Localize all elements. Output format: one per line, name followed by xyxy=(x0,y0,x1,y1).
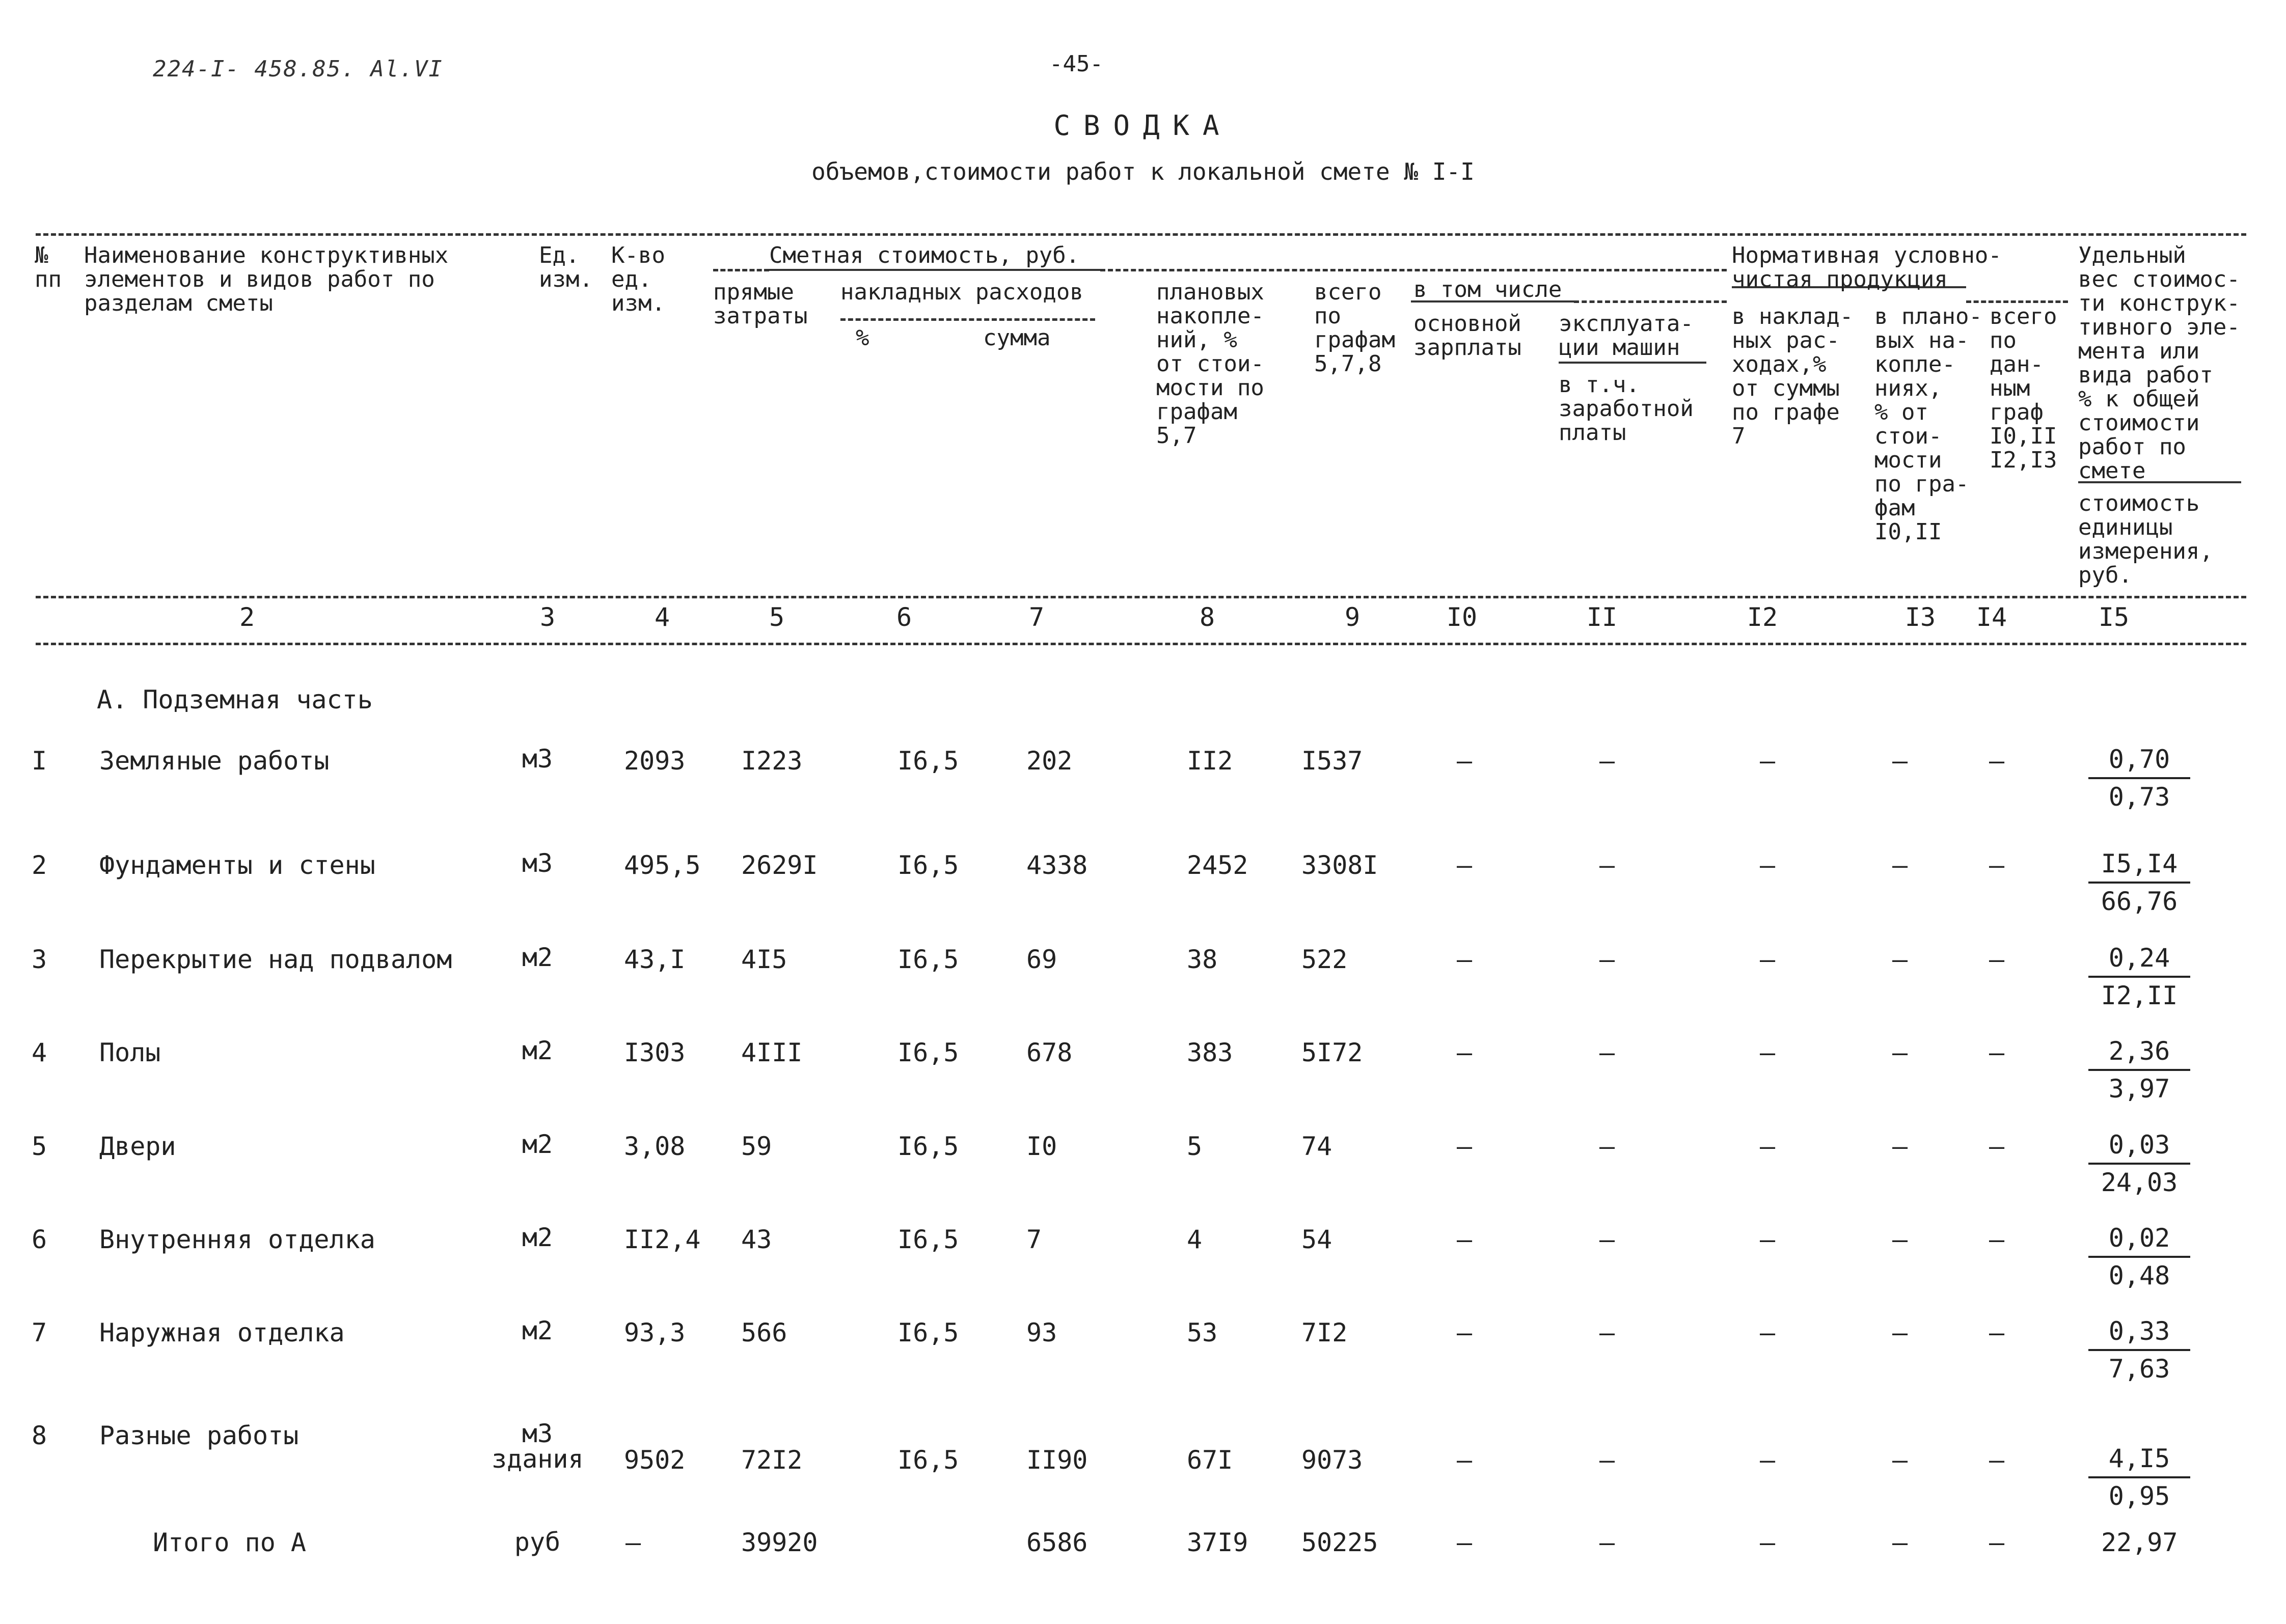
unit-cost: 3,97 xyxy=(2108,1074,2170,1104)
col11-value: – xyxy=(1599,1132,1615,1161)
overhead-sum: 4338 xyxy=(1026,850,1088,880)
planned-savings: 53 xyxy=(1187,1318,1218,1347)
total-cost: 522 xyxy=(1301,945,1348,974)
header-col15-bottom: стоимость единицы измерения, руб. xyxy=(2078,490,2213,588)
overhead-sum: 202 xyxy=(1026,746,1073,776)
direct-costs: 43 xyxy=(741,1225,772,1254)
col13-value: – xyxy=(1892,1318,1908,1347)
unit-cost: 7,63 xyxy=(2108,1354,2170,1384)
share-percent: 0,33 xyxy=(2088,1314,2190,1351)
row-number: 3 xyxy=(32,945,47,974)
work-name: Внутренняя отделка xyxy=(99,1225,375,1254)
col14-value: – xyxy=(1989,1318,2005,1347)
total-cost: 9073 xyxy=(1301,1445,1363,1475)
column-number: 2 xyxy=(239,602,255,632)
col10-value: – xyxy=(1456,746,1473,776)
row-number: 6 xyxy=(32,1225,47,1254)
column-number: I2 xyxy=(1747,602,1778,632)
share-fraction xyxy=(2088,847,2190,918)
col14-value: – xyxy=(1989,945,2005,974)
column-number: I4 xyxy=(1976,602,2007,632)
group-cost-rule-right xyxy=(1100,269,1727,271)
column-number: 6 xyxy=(896,602,912,632)
quantity: 2093 xyxy=(624,746,686,776)
unit-cost: 0,73 xyxy=(2108,782,2170,812)
col10-value: – xyxy=(1456,1038,1473,1067)
row-number: 4 xyxy=(32,1038,47,1067)
header-group-cost: Сметная стоимость, руб. xyxy=(769,242,1080,268)
planned-savings: 67I xyxy=(1187,1445,1233,1475)
colnum-bottom-rule xyxy=(36,643,2246,645)
header-col12: в наклад- ных рас- ходах,% от суммы по графе 7 xyxy=(1732,304,1854,449)
col14-value: – xyxy=(1989,1038,2005,1067)
col10-value: – xyxy=(1456,1225,1473,1254)
planned-savings: 383 xyxy=(1187,1038,1233,1067)
row-number: I xyxy=(32,746,47,776)
share-percent: 22,97 xyxy=(2101,1528,2178,1557)
share-fraction xyxy=(2088,1221,2190,1292)
overhead-sum: I0 xyxy=(1026,1132,1057,1161)
planned-savings: 4 xyxy=(1187,1225,1203,1254)
col12-value: – xyxy=(1759,746,1776,776)
col13-value: – xyxy=(1892,1132,1908,1161)
col11-value: – xyxy=(1599,945,1615,974)
column-number: 8 xyxy=(1199,602,1215,632)
header-col3: Ед. изм. xyxy=(539,242,593,292)
overhead-percent: I6,5 xyxy=(897,1225,959,1254)
col14-value: – xyxy=(1989,850,2005,880)
col11-value: – xyxy=(1599,1318,1615,1347)
unit-cost: I2,II xyxy=(2101,981,2178,1010)
column-number: 7 xyxy=(1028,602,1045,632)
total-cost: 7I2 xyxy=(1301,1318,1348,1347)
table-top-rule xyxy=(36,233,2246,236)
column-number: 3 xyxy=(539,602,556,632)
col10-value: – xyxy=(1456,1132,1473,1161)
unit: м3 здания xyxy=(492,1419,584,1474)
direct-costs: 4III xyxy=(741,1038,803,1067)
overhead-sum: 678 xyxy=(1026,1038,1073,1067)
header-col4: К-во ед. изм. xyxy=(611,242,665,316)
col14-value: – xyxy=(1989,1225,2005,1254)
col11-value: – xyxy=(1599,1445,1615,1475)
col11-value: – xyxy=(1599,1225,1615,1254)
col14-value: – xyxy=(1989,1132,2005,1161)
header-col2: Наименование конструктивных элементов и видов работ по разделам сметы xyxy=(84,242,449,316)
header-col11-bottom: в т.ч. заработной платы xyxy=(1559,372,1694,446)
share-percent: 2,36 xyxy=(2088,1034,2190,1071)
quantity: 3,08 xyxy=(624,1132,686,1161)
col10-value: – xyxy=(1456,850,1473,880)
column-number: I0 xyxy=(1446,602,1478,632)
col12-value: – xyxy=(1759,850,1776,880)
col12-value: – xyxy=(1759,1318,1776,1347)
row-number: 2 xyxy=(32,850,47,880)
section-title: А. Подземная часть xyxy=(97,685,373,714)
header-col7: сумма xyxy=(983,325,1051,351)
page-title: СВОДКА xyxy=(1053,109,1233,142)
total-cost: I537 xyxy=(1301,746,1363,776)
page-subtitle: объемов,стоимости работ к локальной смете № I-I xyxy=(811,158,1475,185)
col11-value: – xyxy=(1599,850,1615,880)
direct-costs: 2629I xyxy=(741,850,818,880)
col13-value: – xyxy=(1892,1528,1908,1557)
work-name: Двери xyxy=(99,1132,176,1161)
row-number: 7 xyxy=(32,1318,47,1347)
unit: руб xyxy=(514,1527,561,1557)
total-cost: 54 xyxy=(1301,1225,1332,1254)
overhead-percent: I6,5 xyxy=(897,1318,959,1347)
share-percent: 0,03 xyxy=(2088,1128,2190,1165)
col12-value: – xyxy=(1759,1038,1776,1067)
total-cost: 50225 xyxy=(1301,1528,1378,1557)
header-overhead: накладных расходов xyxy=(840,279,1083,305)
header-col10: основной зарплаты xyxy=(1413,311,1521,361)
unit-cost: 0,95 xyxy=(2108,1481,2170,1511)
unit: м3 xyxy=(522,744,553,774)
col12-value: – xyxy=(1759,1445,1776,1475)
column-number: 4 xyxy=(654,602,670,632)
quantity: 495,5 xyxy=(624,850,701,880)
col11-value: – xyxy=(1599,1528,1615,1557)
work-name: Фундаменты и стены xyxy=(99,850,375,880)
overhead-sum: 69 xyxy=(1026,945,1057,974)
header-col6: % xyxy=(856,325,869,351)
row-number: 5 xyxy=(32,1132,47,1161)
col13-value: – xyxy=(1892,850,1908,880)
col12-value: – xyxy=(1759,1132,1776,1161)
col11-value: – xyxy=(1599,746,1615,776)
work-name: Наружная отделка xyxy=(99,1318,345,1347)
planned-savings: 2452 xyxy=(1187,850,1248,880)
col14-value: – xyxy=(1989,1528,2005,1557)
col11-value: – xyxy=(1599,1038,1615,1067)
planned-savings: 5 xyxy=(1187,1132,1203,1161)
overhead-percent: I6,5 xyxy=(897,746,959,776)
direct-costs: 39920 xyxy=(741,1528,818,1557)
overhead-sum: II90 xyxy=(1026,1445,1088,1475)
direct-costs: 4I5 xyxy=(741,945,787,974)
row-number: 8 xyxy=(32,1421,47,1450)
group-cost-rule-left xyxy=(713,269,769,271)
total-cost: 74 xyxy=(1301,1132,1332,1161)
header-col13: в плано- вых на- копле- ниях, % от стои- мости по гра- фам I0,II xyxy=(1874,304,1982,545)
share-percent: 0,24 xyxy=(2088,941,2190,978)
unit-cost: 66,76 xyxy=(2101,887,2178,916)
column-number: I3 xyxy=(1904,602,1936,632)
incl-rule-right xyxy=(1574,300,1727,303)
share-percent: 0,02 xyxy=(2088,1221,2190,1258)
col10-value: – xyxy=(1456,1445,1473,1475)
total-label: Итого по А xyxy=(153,1528,307,1557)
column-number: I5 xyxy=(2098,602,2130,632)
col13-value: – xyxy=(1892,945,1908,974)
col12-value: – xyxy=(1759,945,1776,974)
unit: м2 xyxy=(522,943,553,972)
share-percent: I5,I4 xyxy=(2088,847,2190,884)
header-col11-top: эксплуата- ции машин xyxy=(1559,311,1694,361)
share-fraction xyxy=(2088,1314,2190,1386)
unit: м2 xyxy=(522,1130,553,1159)
unit: м2 xyxy=(522,1036,553,1065)
share-percent: 4,I5 xyxy=(2088,1442,2190,1478)
header-incl: в том числе xyxy=(1413,277,1562,302)
share-fraction xyxy=(2088,742,2190,814)
col12-value: – xyxy=(1759,1225,1776,1254)
quantity: II2,4 xyxy=(624,1225,701,1254)
overhead-percent: I6,5 xyxy=(897,1132,959,1161)
direct-costs: 566 xyxy=(741,1318,787,1347)
quantity: 93,3 xyxy=(624,1318,686,1347)
header-col8: плановых накопле- ний, % от стои- мости по графам 5,7 xyxy=(1156,279,1264,449)
share-fraction xyxy=(2088,941,2190,1012)
overhead-sum: 6586 xyxy=(1026,1528,1088,1557)
direct-costs: I223 xyxy=(741,746,803,776)
header-col14: всего по дан- ным граф I0,II I2,I3 xyxy=(1990,304,2057,473)
overhead-percent: I6,5 xyxy=(897,1445,959,1475)
header-bottom-rule xyxy=(36,596,2246,598)
share-fraction xyxy=(2088,1128,2190,1199)
col10-value: – xyxy=(1456,1528,1473,1557)
col14-value: – xyxy=(1989,746,2005,776)
planned-savings: II2 xyxy=(1187,746,1233,776)
work-name: Полы xyxy=(99,1038,161,1067)
unit: м3 xyxy=(522,848,553,878)
col12-value: – xyxy=(1759,1528,1776,1557)
share-fraction xyxy=(2088,1034,2190,1106)
direct-costs: 59 xyxy=(741,1132,772,1161)
overhead-percent: I6,5 xyxy=(897,945,959,974)
col10-value: – xyxy=(1456,1318,1473,1347)
column-number: II xyxy=(1586,602,1618,632)
machines-underline xyxy=(1559,362,1706,364)
unit-cost: 24,03 xyxy=(2101,1168,2178,1197)
group-cost-underline xyxy=(769,269,1100,271)
quantity: 43,I xyxy=(624,945,686,974)
work-name: Разные работы xyxy=(99,1421,299,1450)
col13-value: – xyxy=(1892,1445,1908,1475)
overhead-sum: 93 xyxy=(1026,1318,1057,1347)
planned-savings: 37I9 xyxy=(1187,1528,1248,1557)
header-col1: № пп xyxy=(35,242,62,292)
norm-rule-right xyxy=(1966,300,2068,303)
header-col9: всего по графам 5,7,8 xyxy=(1314,279,1395,377)
overhead-sum: 7 xyxy=(1026,1225,1042,1254)
header-group-norm: Нормативная условно- чистая продукция xyxy=(1732,242,2002,292)
col14-value: – xyxy=(1989,1445,2005,1475)
unit-cost: 0,48 xyxy=(2108,1261,2170,1290)
work-name: Перекрытие над подвалом xyxy=(99,945,452,974)
header-col15-top: Удельный вес стоимос- ти конструк- тивного эле- мента или вида работ % к общей стоимости работ по смете xyxy=(2078,242,2240,484)
col13-value: – xyxy=(1892,1225,1908,1254)
unit: м2 xyxy=(522,1223,553,1252)
share-percent: 0,70 xyxy=(2088,742,2190,779)
quantity: – xyxy=(625,1528,641,1557)
column-number: 9 xyxy=(1344,602,1360,632)
column-number: 5 xyxy=(769,602,785,632)
total-cost: 5I72 xyxy=(1301,1038,1363,1067)
overhead-percent: I6,5 xyxy=(897,1038,959,1067)
planned-savings: 38 xyxy=(1187,945,1218,974)
total-cost: 3308I xyxy=(1301,850,1378,880)
quantity: 9502 xyxy=(624,1445,686,1475)
header-col5: прямые затраты xyxy=(713,279,808,329)
quantity: I303 xyxy=(624,1038,686,1067)
col13-value: – xyxy=(1892,1038,1908,1067)
share-fraction xyxy=(2088,1442,2190,1513)
work-name: Земляные работы xyxy=(99,746,330,776)
page-number: -45- xyxy=(1049,51,1103,77)
overhead-rule xyxy=(840,318,1095,321)
document-code: 224-I- 458.85. Al.VI xyxy=(153,56,443,82)
col13-value: – xyxy=(1892,746,1908,776)
overhead-percent: I6,5 xyxy=(897,850,959,880)
unit: м2 xyxy=(522,1316,553,1345)
col10-value: – xyxy=(1456,945,1473,974)
direct-costs: 72I2 xyxy=(741,1445,803,1475)
